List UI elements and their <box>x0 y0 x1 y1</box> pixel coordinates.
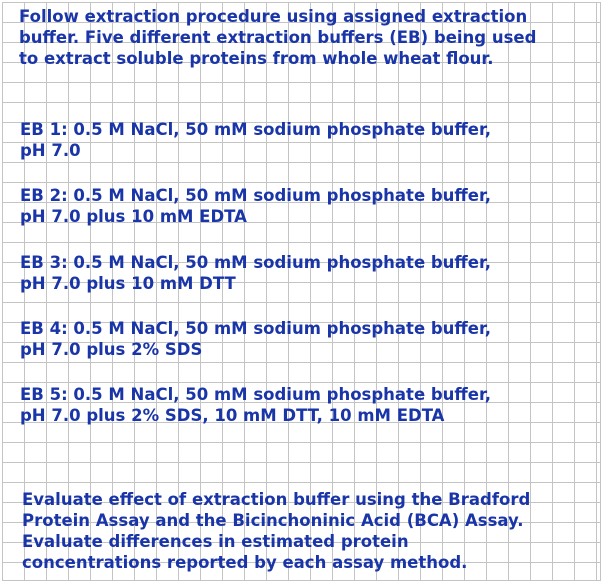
evaluation-line-1: Evaluate effect of extraction buffer using the Bradford <box>22 490 531 509</box>
buffer-item-eb1 <box>20 119 491 161</box>
grid-paper-sheet <box>2 2 601 581</box>
intro-paragraph <box>19 6 536 69</box>
evaluation-line-4: concentrations reported by each assay method. <box>22 553 468 572</box>
evaluation-line-2: Protein Assay and the Bicinchoninic Acid (BCA) Assay. <box>22 511 524 530</box>
evaluation-line-3: Evaluate differences in estimated protein <box>22 532 409 551</box>
buffer-item-eb4 <box>20 318 491 360</box>
intro-line-3: to extract soluble proteins from whole wheat flour. <box>19 49 494 68</box>
buffer-composition: EB 1: 0.5 M NaCl, 50 mM sodium phosphate buffer, <box>20 120 491 139</box>
buffer-additives: pH 7.0 plus 10 mM DTT <box>20 274 236 293</box>
buffer-composition: EB 3: 0.5 M NaCl, 50 mM sodium phosphate buffer, <box>20 253 491 272</box>
buffer-item-eb3 <box>20 252 491 294</box>
buffer-composition: EB 4: 0.5 M NaCl, 50 mM sodium phosphate buffer, <box>20 319 491 338</box>
buffer-additives: pH 7.0 plus 2% SDS <box>20 340 203 359</box>
buffer-additives: pH 7.0 plus 10 mM EDTA <box>20 207 247 226</box>
intro-line-1: Follow extraction procedure using assigned extraction <box>19 7 528 26</box>
intro-line-2: buffer. Five different extraction buffers (EB) being used <box>19 28 537 47</box>
buffer-composition: EB 2: 0.5 M NaCl, 50 mM sodium phosphate buffer, <box>20 186 491 205</box>
buffer-additives: pH 7.0 plus 2% SDS, 10 mM DTT, 10 mM EDTA <box>20 406 445 425</box>
buffer-item-eb2 <box>20 185 491 227</box>
buffer-composition: EB 5: 0.5 M NaCl, 50 mM sodium phosphate buffer, <box>20 385 491 404</box>
buffer-additives: pH 7.0 <box>20 141 81 160</box>
buffer-item-eb5 <box>20 384 491 426</box>
evaluation-paragraph <box>22 489 530 573</box>
